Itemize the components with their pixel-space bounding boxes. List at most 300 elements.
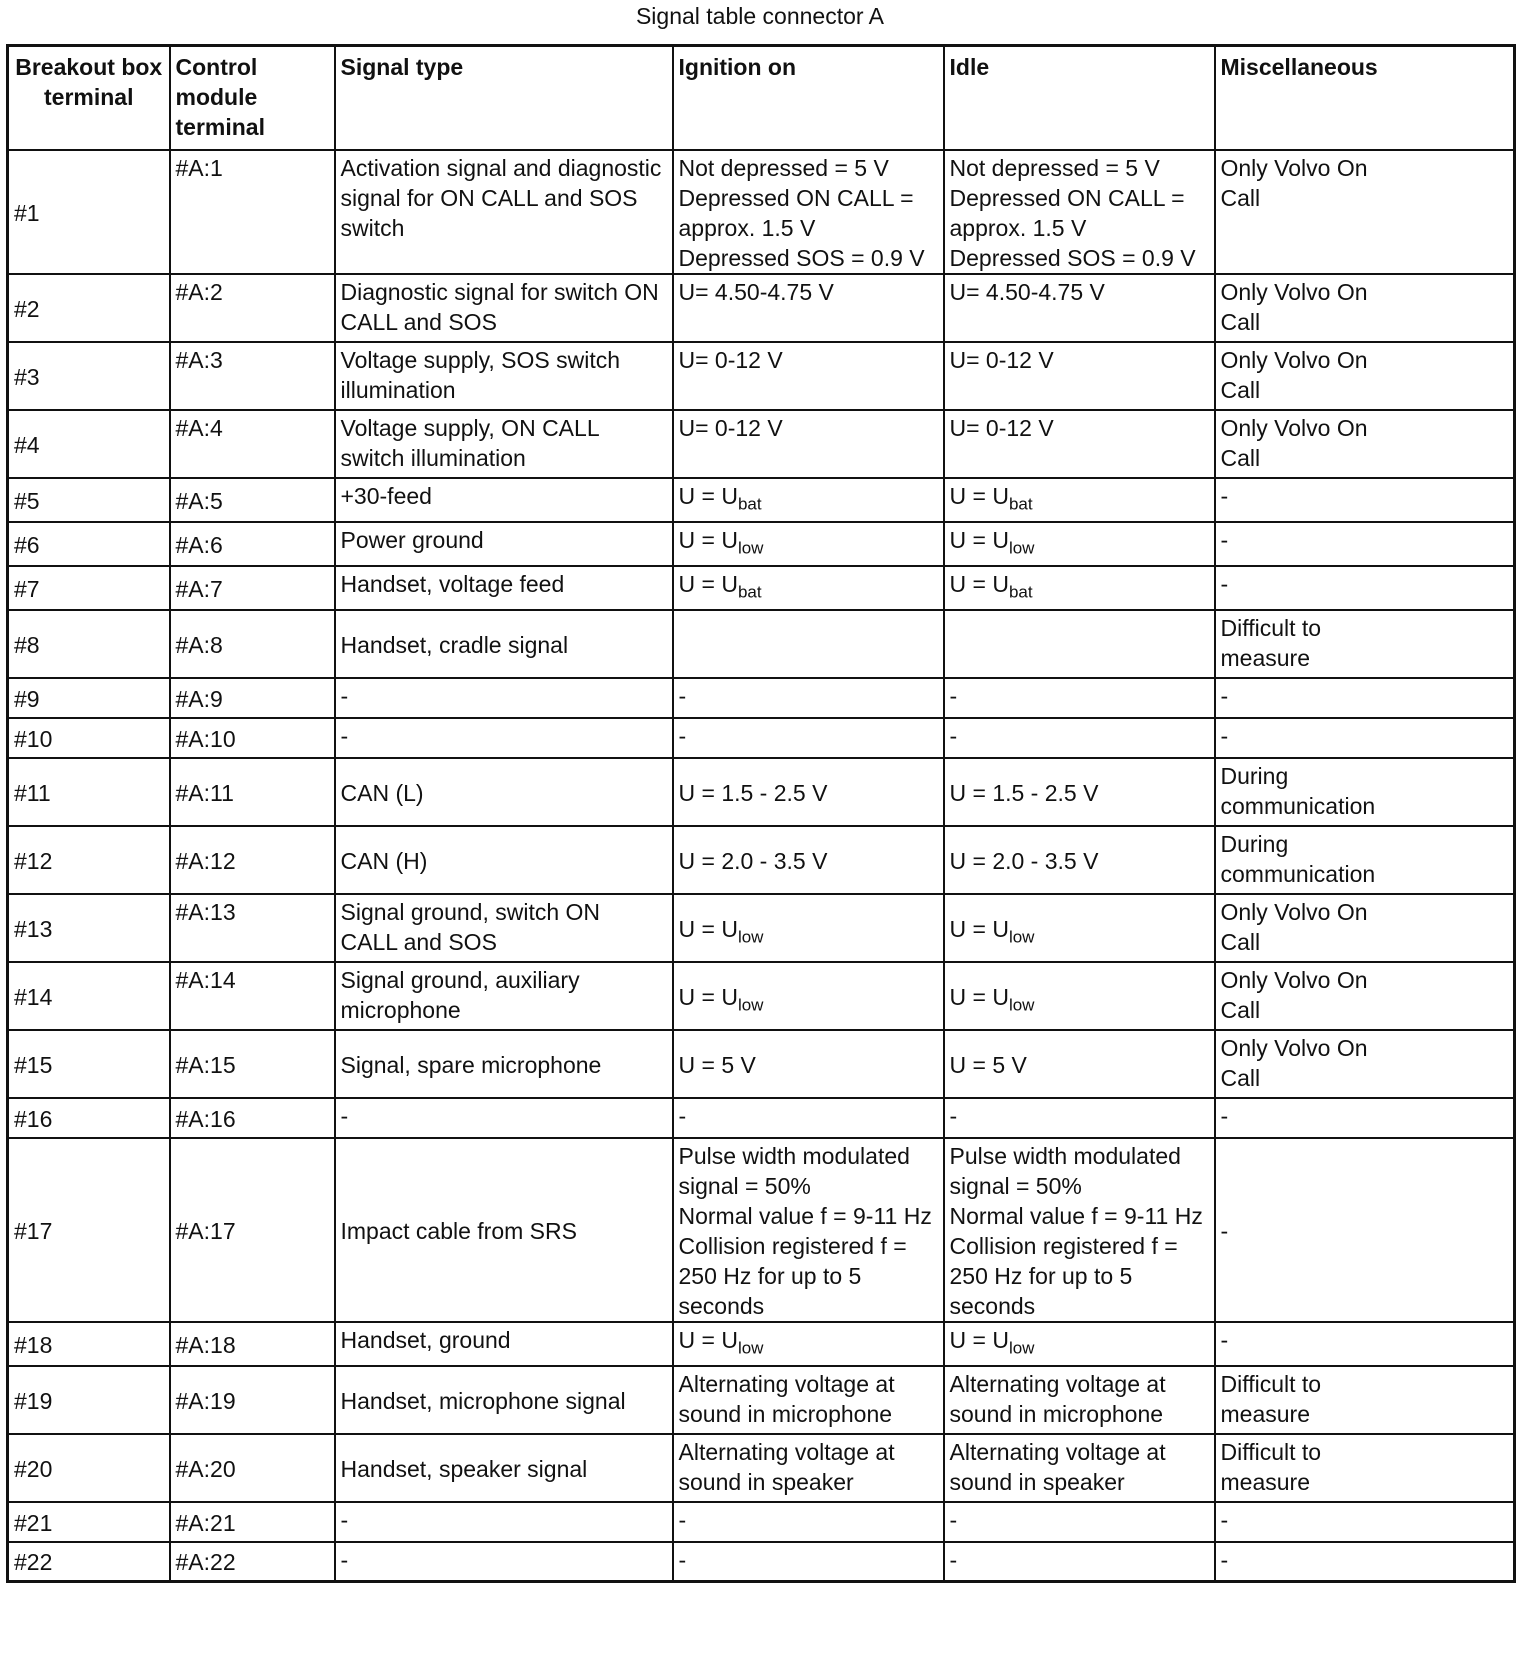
cell-text: U = U bbox=[678, 482, 738, 509]
cell-text: U = U bbox=[949, 915, 1009, 942]
cell-text: During bbox=[1220, 830, 1289, 857]
breakout-box-terminal-cell: #6 bbox=[8, 522, 170, 566]
control-module-terminal-cell: #A:5 bbox=[170, 478, 335, 522]
cell-text: U = U bbox=[949, 482, 1009, 509]
control-module-terminal-cell: #A:7 bbox=[170, 566, 335, 610]
signal-type-cell bbox=[335, 342, 673, 410]
control-module-terminal-cell: #A:15 bbox=[170, 1030, 335, 1098]
cell-text: U = U bbox=[949, 526, 1009, 553]
breakout-box-terminal-cell: #19 bbox=[8, 1366, 170, 1434]
breakout-box-terminal-cell: #2 bbox=[8, 274, 170, 342]
signal-type-cell bbox=[335, 274, 673, 342]
cell-text: Call bbox=[1220, 184, 1261, 211]
signal-type-cell bbox=[335, 758, 673, 826]
cell-text: - bbox=[678, 1506, 687, 1533]
cell-text: U= 0-12 V bbox=[949, 414, 1054, 441]
subscript-text: low bbox=[1008, 995, 1035, 1015]
subscript-text: bat bbox=[1008, 494, 1033, 514]
miscellaneous-cell bbox=[1215, 566, 1515, 610]
table-row bbox=[8, 826, 1515, 894]
cell-text: sound in speaker bbox=[678, 1468, 854, 1495]
cell-text: Only Volvo On bbox=[1220, 414, 1368, 441]
cell-text: Depressed SOS = 0.9 V bbox=[678, 244, 925, 271]
cell-text: measure bbox=[1220, 1400, 1310, 1427]
idle-cell bbox=[944, 1098, 1215, 1138]
cell-text: - bbox=[340, 722, 349, 749]
cell-text: - bbox=[1220, 1326, 1229, 1353]
ignition-on-cell bbox=[673, 826, 944, 894]
table-header-row bbox=[8, 46, 1515, 150]
cell-text: Depressed SOS = 0.9 V bbox=[949, 244, 1196, 271]
idle-cell bbox=[944, 1502, 1215, 1542]
cell-text: - bbox=[1220, 682, 1229, 709]
cell-text: U = U bbox=[678, 570, 738, 597]
cell-text: U = U bbox=[678, 526, 738, 553]
cell-text: 250 Hz for up to 5 bbox=[678, 1262, 862, 1289]
subscript-text: low bbox=[737, 995, 764, 1015]
subscript-text: low bbox=[737, 1338, 764, 1358]
signal-type-cell bbox=[335, 1542, 673, 1582]
breakout-box-terminal-cell: #9 bbox=[8, 678, 170, 718]
cell-text: Depressed ON CALL = bbox=[678, 184, 914, 211]
control-module-terminal-cell: #A:2 bbox=[170, 274, 335, 342]
cell-text: Handset, cradle signal bbox=[340, 631, 569, 658]
control-module-terminal-cell: #A:18 bbox=[170, 1322, 335, 1366]
cell-text: Call bbox=[1220, 308, 1261, 335]
table-row bbox=[8, 150, 1515, 274]
idle-cell bbox=[944, 274, 1215, 342]
table-row bbox=[8, 1366, 1515, 1434]
breakout-box-terminal-cell: #14 bbox=[8, 962, 170, 1030]
cell-text: Only Volvo On bbox=[1220, 346, 1368, 373]
control-module-terminal-cell: #A:14 bbox=[170, 962, 335, 1030]
cell-text: - bbox=[949, 1546, 958, 1573]
cell-text: Signal, spare microphone bbox=[340, 1051, 602, 1078]
cell-text: Collision registered f = bbox=[949, 1232, 1178, 1259]
table-row bbox=[8, 522, 1515, 566]
breakout-box-terminal-cell: #18 bbox=[8, 1322, 170, 1366]
ignition-on-cell bbox=[673, 1502, 944, 1542]
column-header-signal-type: Signal type bbox=[335, 46, 673, 150]
miscellaneous-cell bbox=[1215, 610, 1515, 678]
table-row bbox=[8, 1542, 1515, 1582]
breakout-box-terminal-cell: #21 bbox=[8, 1502, 170, 1542]
idle-cell bbox=[944, 678, 1215, 718]
cell-text: U = U bbox=[949, 983, 1009, 1010]
cell-text: Call bbox=[1220, 928, 1261, 955]
table-row bbox=[8, 1098, 1515, 1138]
cell-text: - bbox=[949, 1102, 958, 1129]
cell-text: Difficult to bbox=[1220, 614, 1322, 641]
cell-text: approx. 1.5 V bbox=[678, 214, 816, 241]
miscellaneous-cell bbox=[1215, 522, 1515, 566]
cell-text: Activation signal and diagnostic bbox=[340, 154, 662, 181]
subscript-text: bat bbox=[737, 582, 762, 602]
miscellaneous-cell bbox=[1215, 1502, 1515, 1542]
cell-text: Depressed ON CALL = bbox=[949, 184, 1185, 211]
table-row bbox=[8, 718, 1515, 758]
ignition-on-cell bbox=[673, 1322, 944, 1366]
cell-text: Pulse width modulated bbox=[678, 1142, 910, 1169]
cell-text: illumination bbox=[340, 376, 456, 403]
table-row bbox=[8, 1030, 1515, 1098]
signal-table bbox=[6, 44, 1516, 1583]
cell-text: U= 4.50-4.75 V bbox=[678, 278, 834, 305]
signal-type-cell bbox=[335, 522, 673, 566]
idle-cell bbox=[944, 1366, 1215, 1434]
control-module-terminal-cell: #A:13 bbox=[170, 894, 335, 962]
cell-text: - bbox=[1220, 526, 1229, 553]
breakout-box-terminal-cell: #4 bbox=[8, 410, 170, 478]
control-module-terminal-cell: #A:19 bbox=[170, 1366, 335, 1434]
cell-text: - bbox=[678, 722, 687, 749]
breakout-box-terminal-cell: #20 bbox=[8, 1434, 170, 1502]
table-row bbox=[8, 478, 1515, 522]
idle-cell bbox=[944, 610, 1215, 678]
signal-type-cell bbox=[335, 1434, 673, 1502]
ignition-on-cell bbox=[673, 478, 944, 522]
signal-type-cell bbox=[335, 1322, 673, 1366]
miscellaneous-cell bbox=[1215, 718, 1515, 758]
column-header-ignition-on: Ignition on bbox=[673, 46, 944, 150]
subscript-text: low bbox=[737, 538, 764, 558]
cell-text: - bbox=[1220, 1546, 1229, 1573]
cell-text: Signal ground, auxiliary bbox=[340, 966, 580, 993]
signal-type-cell bbox=[335, 610, 673, 678]
miscellaneous-cell bbox=[1215, 894, 1515, 962]
idle-cell bbox=[944, 522, 1215, 566]
ignition-on-cell bbox=[673, 566, 944, 610]
idle-cell bbox=[944, 1030, 1215, 1098]
miscellaneous-cell bbox=[1215, 1542, 1515, 1582]
cell-text: U = 2.0 - 3.5 V bbox=[678, 847, 828, 874]
ignition-on-cell bbox=[673, 1098, 944, 1138]
signal-type-cell bbox=[335, 962, 673, 1030]
signal-type-cell bbox=[335, 1502, 673, 1542]
signal-type-cell bbox=[335, 1138, 673, 1322]
cell-text: - bbox=[1220, 1102, 1229, 1129]
control-module-terminal-cell: #A:17 bbox=[170, 1138, 335, 1322]
column-header-control-module-terminal: Control module terminal bbox=[170, 46, 335, 150]
miscellaneous-cell bbox=[1215, 1366, 1515, 1434]
breakout-box-terminal-cell: #22 bbox=[8, 1542, 170, 1582]
breakout-box-terminal-cell: #16 bbox=[8, 1098, 170, 1138]
ignition-on-cell bbox=[673, 678, 944, 718]
cell-text: U = U bbox=[949, 1326, 1009, 1353]
cell-text: signal for ON CALL and SOS bbox=[340, 184, 638, 211]
breakout-box-terminal-cell: #15 bbox=[8, 1030, 170, 1098]
control-module-terminal-cell: #A:8 bbox=[170, 610, 335, 678]
idle-cell bbox=[944, 342, 1215, 410]
control-module-terminal-cell: #A:9 bbox=[170, 678, 335, 718]
cell-text: - bbox=[1220, 1506, 1229, 1533]
breakout-box-terminal-cell: #11 bbox=[8, 758, 170, 826]
cell-text: communication bbox=[1220, 792, 1376, 819]
cell-text: Handset, voltage feed bbox=[340, 570, 565, 597]
cell-text: Call bbox=[1220, 1064, 1261, 1091]
breakout-box-terminal-cell: #1 bbox=[8, 150, 170, 274]
cell-text: U = U bbox=[678, 983, 738, 1010]
cell-text: +30-feed bbox=[340, 482, 432, 509]
ignition-on-cell bbox=[673, 1366, 944, 1434]
cell-text: U = U bbox=[678, 1326, 738, 1353]
idle-cell bbox=[944, 1542, 1215, 1582]
control-module-terminal-cell: #A:6 bbox=[170, 522, 335, 566]
cell-text: Handset, ground bbox=[340, 1326, 511, 1353]
cell-text: U= 0-12 V bbox=[678, 414, 783, 441]
cell-text: Voltage supply, ON CALL bbox=[340, 414, 600, 441]
ignition-on-cell bbox=[673, 150, 944, 274]
cell-text: seconds bbox=[678, 1292, 765, 1319]
signal-type-cell bbox=[335, 1098, 673, 1138]
signal-type-cell bbox=[335, 678, 673, 718]
cell-text: - bbox=[1220, 722, 1229, 749]
signal-type-cell bbox=[335, 718, 673, 758]
breakout-box-terminal-cell: #17 bbox=[8, 1138, 170, 1322]
idle-cell bbox=[944, 962, 1215, 1030]
cell-text: microphone bbox=[340, 996, 461, 1023]
miscellaneous-cell bbox=[1215, 342, 1515, 410]
cell-text: During bbox=[1220, 762, 1289, 789]
idle-cell bbox=[944, 1434, 1215, 1502]
signal-type-cell bbox=[335, 826, 673, 894]
cell-text: - bbox=[678, 1102, 687, 1129]
cell-text: - bbox=[340, 1102, 349, 1129]
cell-text: CAN (L) bbox=[340, 779, 424, 806]
cell-text: Voltage supply, SOS switch bbox=[340, 346, 621, 373]
signal-type-cell bbox=[335, 410, 673, 478]
idle-cell bbox=[944, 150, 1215, 274]
control-module-terminal-cell: #A:16 bbox=[170, 1098, 335, 1138]
cell-text: Call bbox=[1220, 376, 1261, 403]
miscellaneous-cell bbox=[1215, 150, 1515, 274]
cell-text: 250 Hz for up to 5 bbox=[949, 1262, 1133, 1289]
cell-text: sound in speaker bbox=[949, 1468, 1125, 1495]
subscript-text: low bbox=[737, 927, 764, 947]
idle-cell bbox=[944, 410, 1215, 478]
table-row bbox=[8, 1434, 1515, 1502]
table-row bbox=[8, 758, 1515, 826]
idle-cell bbox=[944, 758, 1215, 826]
signal-type-cell bbox=[335, 1030, 673, 1098]
ignition-on-cell bbox=[673, 274, 944, 342]
cell-text: U= 0-12 V bbox=[949, 346, 1054, 373]
cell-text: sound in microphone bbox=[949, 1400, 1164, 1427]
miscellaneous-cell bbox=[1215, 410, 1515, 478]
miscellaneous-cell bbox=[1215, 758, 1515, 826]
column-header-miscellaneous: Miscellaneous bbox=[1215, 46, 1515, 150]
cell-text: - bbox=[1220, 482, 1229, 509]
idle-cell bbox=[944, 826, 1215, 894]
cell-text: - bbox=[678, 682, 687, 709]
cell-text: signal = 50% bbox=[678, 1172, 811, 1199]
breakout-box-terminal-cell: #13 bbox=[8, 894, 170, 962]
cell-text: - bbox=[340, 1506, 349, 1533]
table-row bbox=[8, 1502, 1515, 1542]
subscript-text: low bbox=[1008, 927, 1035, 947]
control-module-terminal-cell: #A:10 bbox=[170, 718, 335, 758]
cell-text: U = 1.5 - 2.5 V bbox=[678, 779, 828, 806]
control-module-terminal-cell: #A:11 bbox=[170, 758, 335, 826]
cell-text: measure bbox=[1220, 644, 1310, 671]
cell-text: measure bbox=[1220, 1468, 1310, 1495]
ignition-on-cell bbox=[673, 962, 944, 1030]
cell-text: - bbox=[949, 682, 958, 709]
miscellaneous-cell bbox=[1215, 1434, 1515, 1502]
cell-text: Difficult to bbox=[1220, 1370, 1322, 1397]
cell-text: - bbox=[949, 1506, 958, 1533]
cell-text: U = 5 V bbox=[678, 1051, 756, 1078]
breakout-box-terminal-cell: #12 bbox=[8, 826, 170, 894]
cell-text: Normal value f = 9-11 Hz bbox=[949, 1202, 1203, 1229]
signal-type-cell bbox=[335, 1366, 673, 1434]
cell-text: - bbox=[340, 1546, 349, 1573]
breakout-box-terminal-cell: #3 bbox=[8, 342, 170, 410]
cell-text: Only Volvo On bbox=[1220, 278, 1368, 305]
cell-text: signal = 50% bbox=[949, 1172, 1082, 1199]
subscript-text: bat bbox=[1008, 582, 1033, 602]
cell-text: CALL and SOS bbox=[340, 308, 497, 335]
miscellaneous-cell bbox=[1215, 1322, 1515, 1366]
cell-text: Alternating voltage at bbox=[949, 1370, 1166, 1397]
miscellaneous-cell bbox=[1215, 1138, 1515, 1322]
control-module-terminal-cell: #A:12 bbox=[170, 826, 335, 894]
miscellaneous-cell bbox=[1215, 678, 1515, 718]
cell-text: Signal ground, switch ON bbox=[340, 898, 601, 925]
ignition-on-cell bbox=[673, 718, 944, 758]
cell-text: Not depressed = 5 V bbox=[678, 154, 889, 181]
control-module-terminal-cell: #A:22 bbox=[170, 1542, 335, 1582]
signal-type-cell bbox=[335, 478, 673, 522]
cell-text: U = 5 V bbox=[949, 1051, 1027, 1078]
cell-text: Call bbox=[1220, 996, 1261, 1023]
cell-text: Handset, speaker signal bbox=[340, 1455, 588, 1482]
miscellaneous-cell bbox=[1215, 1098, 1515, 1138]
cell-text: - bbox=[949, 722, 958, 749]
breakout-box-terminal-cell: #8 bbox=[8, 610, 170, 678]
control-module-terminal-cell: #A:3 bbox=[170, 342, 335, 410]
signal-type-cell bbox=[335, 894, 673, 962]
cell-text: Diagnostic signal for switch ON bbox=[340, 278, 659, 305]
cell-text: U= 4.50-4.75 V bbox=[949, 278, 1105, 305]
cell-text: Power ground bbox=[340, 526, 484, 553]
breakout-box-terminal-cell: #5 bbox=[8, 478, 170, 522]
cell-text: Alternating voltage at bbox=[949, 1438, 1166, 1465]
column-header-idle: Idle bbox=[944, 46, 1215, 150]
cell-text: U = U bbox=[949, 570, 1009, 597]
column-header-breakout-box-terminal: Breakout box terminal bbox=[8, 46, 170, 150]
miscellaneous-cell bbox=[1215, 826, 1515, 894]
cell-text: U = 1.5 - 2.5 V bbox=[949, 779, 1099, 806]
cell-text: switch bbox=[340, 214, 405, 241]
ignition-on-cell bbox=[673, 1434, 944, 1502]
table-row bbox=[8, 1322, 1515, 1366]
ignition-on-cell bbox=[673, 522, 944, 566]
ignition-on-cell bbox=[673, 410, 944, 478]
idle-cell bbox=[944, 1138, 1215, 1322]
miscellaneous-cell bbox=[1215, 274, 1515, 342]
idle-cell bbox=[944, 894, 1215, 962]
table-row bbox=[8, 274, 1515, 342]
table-row bbox=[8, 342, 1515, 410]
cell-text: Alternating voltage at bbox=[678, 1370, 895, 1397]
table-row bbox=[8, 962, 1515, 1030]
table-row bbox=[8, 566, 1515, 610]
cell-text: - bbox=[1220, 1217, 1229, 1244]
cell-text: Handset, microphone signal bbox=[340, 1387, 626, 1414]
idle-cell bbox=[944, 566, 1215, 610]
cell-text: Impact cable from SRS bbox=[340, 1217, 577, 1244]
signal-type-cell bbox=[335, 566, 673, 610]
cell-text: switch illumination bbox=[340, 444, 526, 471]
table-row bbox=[8, 410, 1515, 478]
cell-text: U = 2.0 - 3.5 V bbox=[949, 847, 1099, 874]
subscript-text: low bbox=[1008, 1338, 1035, 1358]
table-row bbox=[8, 1138, 1515, 1322]
cell-text: CALL and SOS bbox=[340, 928, 497, 955]
cell-text: Only Volvo On bbox=[1220, 154, 1368, 181]
ignition-on-cell bbox=[673, 894, 944, 962]
cell-text: Difficult to bbox=[1220, 1438, 1322, 1465]
idle-cell bbox=[944, 1322, 1215, 1366]
cell-text: Collision registered f = bbox=[678, 1232, 907, 1259]
page-title: Signal table connector A bbox=[635, 3, 885, 29]
cell-text: Only Volvo On bbox=[1220, 898, 1368, 925]
cell-text: sound in microphone bbox=[678, 1400, 893, 1427]
cell-text: Alternating voltage at bbox=[678, 1438, 895, 1465]
cell-text: - bbox=[1220, 570, 1229, 597]
cell-text: - bbox=[340, 682, 349, 709]
ignition-on-cell bbox=[673, 1030, 944, 1098]
subscript-text: bat bbox=[737, 494, 762, 514]
ignition-on-cell bbox=[673, 342, 944, 410]
breakout-box-terminal-cell: #10 bbox=[8, 718, 170, 758]
ignition-on-cell bbox=[673, 610, 944, 678]
miscellaneous-cell bbox=[1215, 478, 1515, 522]
control-module-terminal-cell: #A:20 bbox=[170, 1434, 335, 1502]
breakout-box-terminal-cell: #7 bbox=[8, 566, 170, 610]
idle-cell bbox=[944, 478, 1215, 522]
cell-text: Not depressed = 5 V bbox=[949, 154, 1160, 181]
ignition-on-cell bbox=[673, 1542, 944, 1582]
table-row bbox=[8, 678, 1515, 718]
cell-text: Normal value f = 9-11 Hz bbox=[678, 1202, 932, 1229]
miscellaneous-cell bbox=[1215, 962, 1515, 1030]
cell-text: Call bbox=[1220, 444, 1261, 471]
table-row bbox=[8, 610, 1515, 678]
control-module-terminal-cell: #A:4 bbox=[170, 410, 335, 478]
miscellaneous-cell bbox=[1215, 1030, 1515, 1098]
cell-text: Only Volvo On bbox=[1220, 966, 1368, 993]
control-module-terminal-cell: #A:21 bbox=[170, 1502, 335, 1542]
idle-cell bbox=[944, 718, 1215, 758]
cell-text: U= 0-12 V bbox=[678, 346, 783, 373]
cell-text: seconds bbox=[949, 1292, 1036, 1319]
table-row bbox=[8, 894, 1515, 962]
ignition-on-cell bbox=[673, 758, 944, 826]
cell-text: Only Volvo On bbox=[1220, 1034, 1368, 1061]
subscript-text: low bbox=[1008, 538, 1035, 558]
cell-text: - bbox=[678, 1546, 687, 1573]
cell-text: communication bbox=[1220, 860, 1376, 887]
cell-text: CAN (H) bbox=[340, 847, 428, 874]
cell-text: approx. 1.5 V bbox=[949, 214, 1087, 241]
cell-text: Pulse width modulated bbox=[949, 1142, 1181, 1169]
cell-text: U = U bbox=[678, 915, 738, 942]
ignition-on-cell bbox=[673, 1138, 944, 1322]
control-module-terminal-cell: #A:1 bbox=[170, 150, 335, 274]
signal-type-cell bbox=[335, 150, 673, 274]
